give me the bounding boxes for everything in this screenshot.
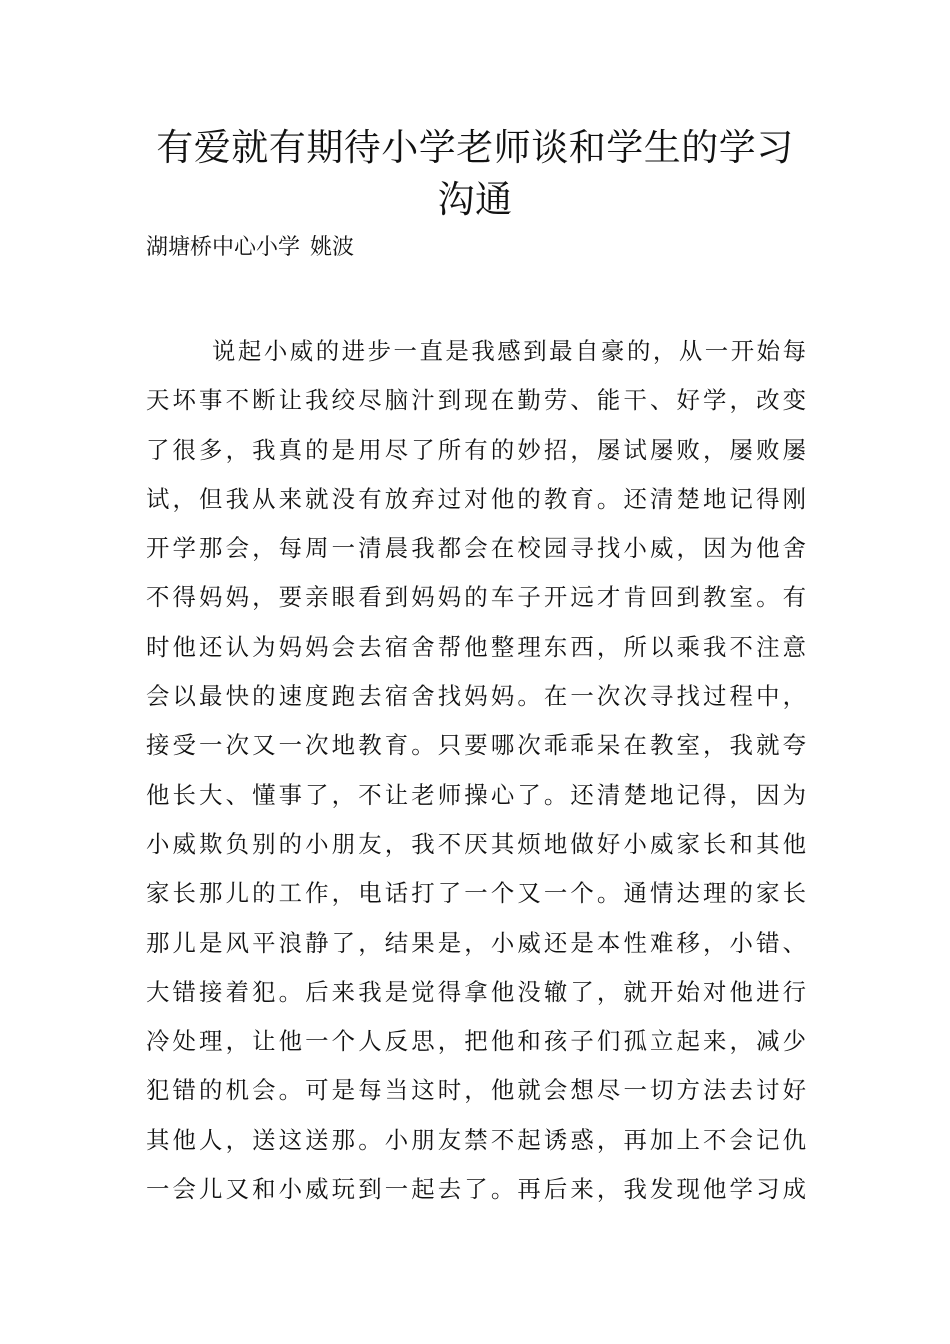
author-line <box>146 232 354 264</box>
paragraph-line: 小威欺负别的小朋友，我不厌其烦地做好小威家长和其他 <box>146 829 806 858</box>
paragraph-line: 不得妈妈，要亲眼看到妈妈的车子开远才肯回到教室。有 <box>146 583 806 612</box>
paragraph-line: 接受一次又一次地教育。只要哪次乖乖呆在教室，我就夸 <box>146 731 806 760</box>
body-paragraph <box>146 327 806 1214</box>
paragraph-line: 了很多，我真的是用尽了所有的妙招，屡试屡败，屡败屡 <box>146 435 806 464</box>
title-line-1: 有爱就有期待小学老师谈和学生的学习 <box>156 126 794 169</box>
paragraph-line: 试，但我从来就没有放弃过对他的教育。还清楚地记得刚 <box>146 484 806 513</box>
paragraph-line: 天坏事不断让我绞尽脑汁到现在勤劳、能干、好学，改变 <box>146 386 806 415</box>
paragraph-line: 他长大、懂事了，不让老师操心了。还清楚地记得，因为 <box>146 780 806 809</box>
paragraph-line: 家长那儿的工作，电话打了一个又一个。通情达理的家长 <box>146 879 806 908</box>
paragraph-line: 犯错的机会。可是每当这时，他就会想尽一切方法去讨好 <box>146 1076 806 1105</box>
document-title <box>140 122 810 226</box>
paragraph-line: 开学那会，每周一清晨我都会在校园寻找小威，因为他舍 <box>146 534 806 563</box>
author-school: 湖塘桥中心小学 <box>146 235 301 260</box>
author-name: 姚波 <box>310 235 355 260</box>
paragraph-line: 其他人，送这送那。小朋友禁不起诱惑，再加上不会记仇 <box>146 1125 806 1154</box>
paragraph-line: 那儿是风平浪静了，结果是，小威还是本性难移，小错、 <box>146 928 806 957</box>
paragraph-line: 说起小威的进步一直是我感到最自豪的，从一开始每 <box>212 337 806 365</box>
paragraph-line: 时他还认为妈妈会去宿舍帮他整理东西，所以乘我不注意 <box>146 632 806 661</box>
paragraph-line: 大错接着犯。后来我是觉得拿他没辙了，就开始对他进行 <box>146 977 806 1006</box>
paragraph-line: 一会儿又和小威玩到一起去了。再后来，我发现他学习成 <box>146 1175 806 1204</box>
paragraph-line: 冷处理，让他一个人反思，把他和孩子们孤立起来，减少 <box>146 1027 806 1056</box>
title-line-2: 沟通 <box>437 178 513 221</box>
paragraph-line: 会以最快的速度跑去宿舍找妈妈。在一次次寻找过程中， <box>146 682 806 711</box>
